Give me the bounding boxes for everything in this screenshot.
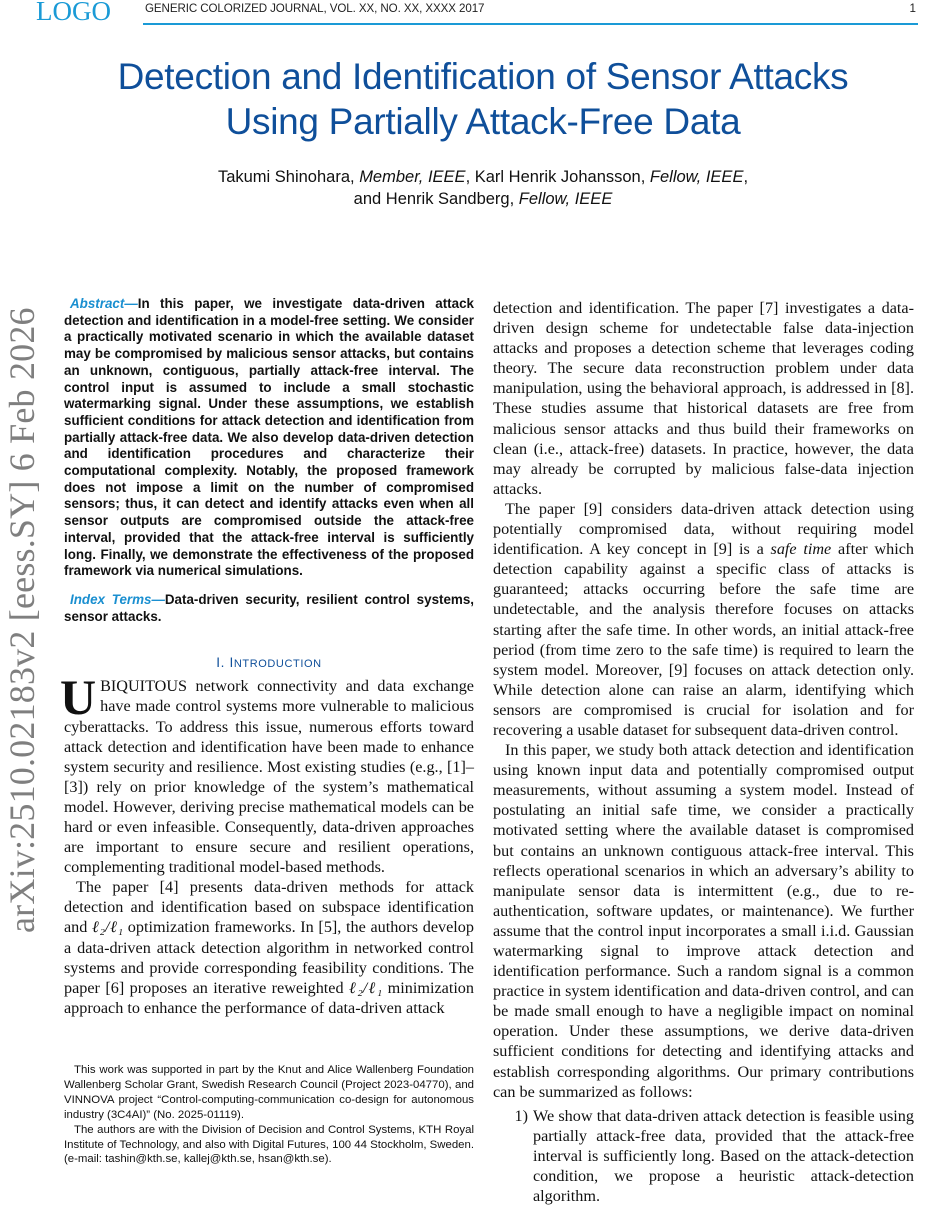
page-number: 1 [909,2,916,15]
title-line-1: Detection and Identification of Sensor Attacks [117,56,849,97]
emphasis-safe-time: safe time [770,540,832,559]
author-name: Karl Henrik Johansson [474,168,641,186]
funding-footnote: This work was supported in part by the Knut and Alice Wallenberg Foundation Wallenberg Scholar Grant, Swedish Research Council (Project 2023-04770), and VINNOVA project “Control-computing-communication co-design for autonomous industry (3C4AI)” (No. 2025-01119). [64,1064,474,1121]
math-l2-l1: ℓ₂/ℓ₁ [92,918,124,937]
author-role: Fellow, IEEE [518,190,613,208]
author-name: Henrik Sandberg [385,190,510,208]
abstract-text: In this paper, we investigate data-driven attack detection and identification in a model-free setting. We consider a practically motivated scenario in which the available dataset may be compromised by malicious sensor attacks, but contains an unknown, contiguous, partially attack-free interval. The control input is assumed to include a small stochastic watermarking signal. Under these assumptions, we establish sufficient conditions for attack detection and identification from partially attack-free data. We also develop data-driven detection and identification procedures and characterize their computational complexity. Notably, the proposed framework does not impose a limit on the number of compromised sensors; thus, it can detect and identify attacks even when all sensor outputs are compromised outside the attack-free interval, provided that the attack-free interval is sufficiently long. Finally, we demonstrate the effectiveness of the proposed framework via numerical simulations. [64,296,474,579]
list-item [493,1106,914,1206]
journal-name: GENERIC COLORIZED JOURNAL, VOL. XX, NO. XX, XXXX 2017 [145,2,485,15]
abstract-label: Abstract— [70,296,138,311]
running-header [0,0,926,30]
intro-paragraph-1: UBIQUITOUS network connectivity and data exchange have made control systems more vulnerable to malicious cyberattacks. To address this issue, numerous efforts toward attack detection and identification have been made to enhance system security and resilience. Most existing studies (e.g., [1]–[3]) rely on prior knowledge of the system’s mathematical model. However, deriving precise mathematical models can be hard or even infeasible. Consequently, data-driven approaches are important to ensure secure and resilient operations, complementing traditional model-based methods. [60,669,474,877]
index-terms-label: Index Terms— [70,591,165,607]
author-name: Takumi Shinohara [217,168,351,186]
intro-paragraph-2-continued: detection and identification. The paper [7] investigates a data-driven design scheme for undetectable false data-injection attacks and proposes a detection scheme that leverages coding theory. The secure data reconstruction problem under data manipulation, using the behavioral approach, is addressed in [8]. These studies assume that historical datasets are free from malicious sensor attacks and thus build their frameworks on clean (i.e., attack-free) datasets. In practice, however, the data may already be corrupted by malicious false-data injection attacks. [493,299,914,498]
list-item-text: We show that data-driven attack detection is feasible using partially attack-free data, provided that the attack-free interval is sufficiently long. Based on the attack-detection condition, we propose a heuristic attack-detection algorithm. [533,1106,914,1206]
author-list: Takumi Shinohara, Member, IEEE, Karl Henrik Johansson, Fellow, IEEE, and Henrik Sandberg, Fellow, IEEE [217,168,749,208]
drop-cap: U [60,669,97,726]
arxiv-sidebar-stamp: arXiv:2510.02183v2 [eess.SY] 6 Feb 2026 [2,307,42,933]
contributions-list [493,1106,914,1206]
author-role: Member, IEEE [359,168,466,186]
header-rule [143,23,918,25]
index-terms [64,592,474,625]
paper-title [40,54,926,144]
index-terms-text: Data-driven security, resilient control systems, sensor attacks. [64,591,475,624]
list-item-number: 1) [514,1106,528,1125]
math-l2-l1: ℓ₂/ℓ₁ [348,978,383,997]
footnotes [64,1063,474,1167]
title-line-2: Using Partially Attack-Free Data [225,101,741,142]
journal-logo: LOGO [36,0,111,26]
intro-paragraph-3: The paper [9] considers data-driven attack detection using potentially compromised data, without requiring model identification. A key concept in [9] is a safe time after which detection capability against a specific class of attacks is guaranteed; attacks occurring before the safe time are undetectable, and the analysis therefore focuses on attacks starting after the safe time. In other words, an initial attack-free period (from time zero to the safe time) is required to learn the system model. Moreover, [9] focuses on attack detection only. While detection alone can raise an alarm, identifying which sensors are compromised is crucial for isolation and for recovering a usable dataset for subsequent data-driven control. [493,499,914,739]
affiliation-footnote: The authors are with the Division of Decision and Control Systems, KTH Royal Institute of Technology, and also with Digital Futures, 100 44 Stockholm, Sweden. (e-mail: tashin@kth.se, kallej@kth.se, hsan@kth.se). [64,1123,474,1166]
intro-paragraph-4: In this paper, we study both attack detection and identification using known input data and potentially compromised output measurements, without assuming a system model. Instead of postulating an initial safe time, we consider a practically motivated setting where the available dataset is compromised but contains an unknown contiguous attack-free interval. This reflects operational scenarios in which an adversary’s ability to manipulate sensor data is intermittent (e.g., due to re-authentication, software updates, or maintenance). We further assume that the control input incorporates a small i.i.d. Gaussian watermarking signal to improve attack detection and identification performance. Such a random signal is a common practice in system identification and data-driven control, and can be made small enough to have a negligible impact on nominal operation. Under these assumptions, we derive data-driven sufficient conditions for detecting and identifying attacks and establish corresponding algorithms. Our primary contributions can be summarized as follows: [493,741,914,1101]
right-column [493,298,914,1206]
intro-paragraph-2: The paper [4] presents data-driven methods for attack detection and identification based on subspace identification and ℓ₂/ℓ₁ optimization frameworks. In [5], the authors develop a data-driven attack detection algorithm in networked control systems and provide corresponding feasibility conditions. The paper [6] proposes an iterative reweighted ℓ₂/ℓ₁ minimization approach to enhance the performance of data-driven attack [64,878,474,1017]
left-column [60,296,475,1018]
abstract [64,296,474,580]
author-role: Fellow, IEEE [649,168,744,186]
section-heading-introduction: I. INTRODUCTION [216,655,322,671]
